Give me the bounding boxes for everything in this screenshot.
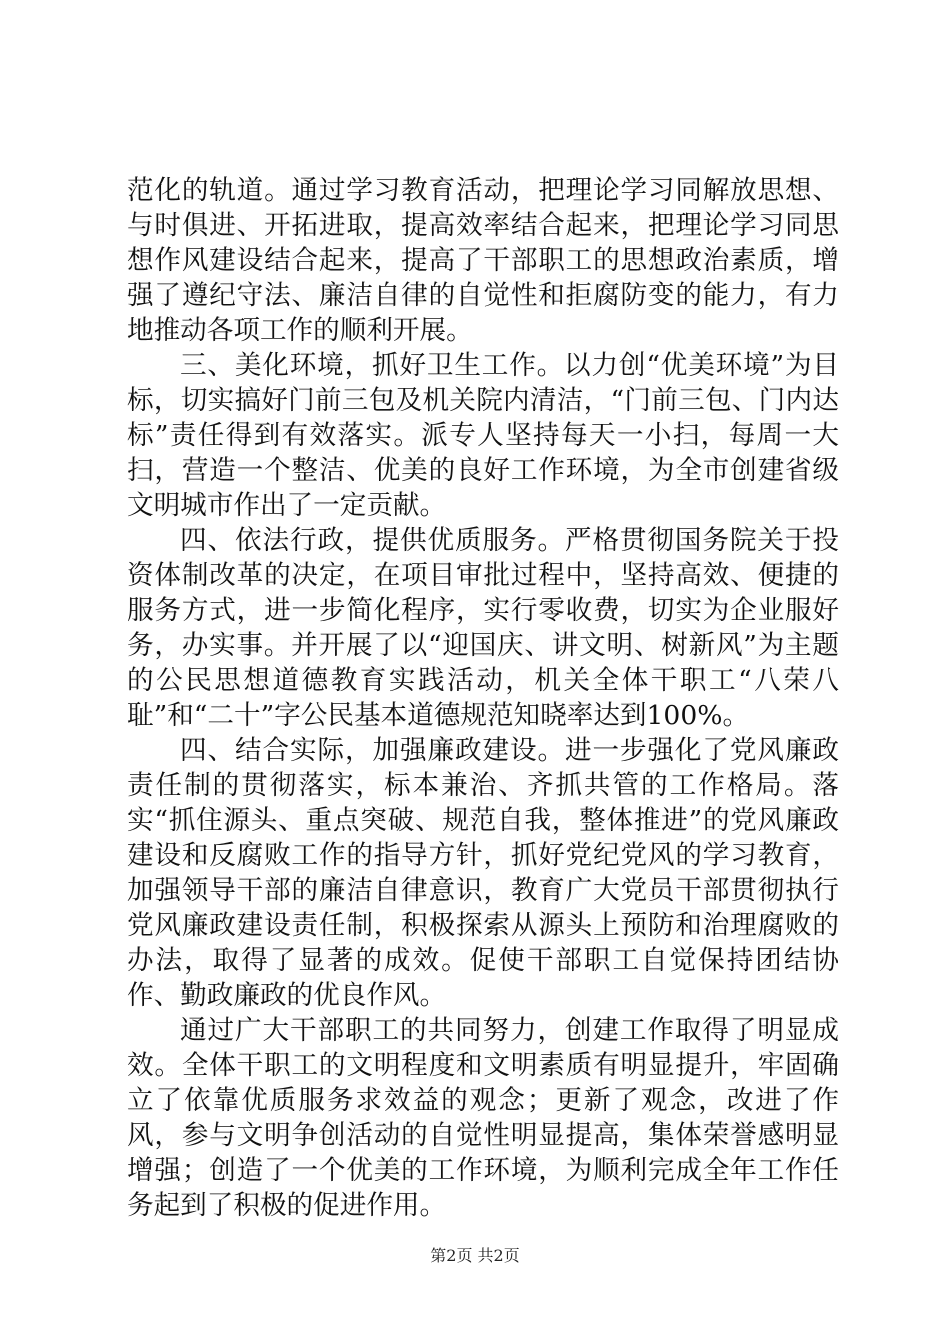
- paragraph-2: 三、美化环境，抓好卫生工作。以力创“优美环境”为目标，切实搞好门前三包及机关院内清洁，“门前三包、门内达标”责任得到有效落实。派专人坚持每天一小扫，每周一大扫，营造一个整洁、优美的良好工作环境，为全市创建省级文明城市作出了一定贡献。: [127, 350, 839, 521]
- paragraph-1: 范化的轨道。通过学习教育活动，把理论学习同解放思想、与时俱进、开拓进取，提高效率结合起来，把理论学习同思想作风建设结合起来，提高了干部职工的思想政治素质，增强了遵纪守法、廉洁自律的自觉性和拒腐防变的能力，有力地推动各项工作的顺利开展。: [127, 175, 839, 346]
- paragraph-4: 四、结合实际，加强廉政建设。进一步强化了党风廉政责任制的贯彻落实，标本兼治、齐抓共管的工作格局。落实“抓住源头、重点突破、规范自我，整体推进”的党风廉政建设和反腐败工作的指导方针，抓好党纪党风的学习教育，加强领导干部的廉洁自律意识，教育广大党员干部贯彻执行党风廉政建设责任制，积极探索从源头上预防和治理腐败的办法，取得了显著的成效。促使干部职工自觉保持团结协作、勤政廉政的优良作风。: [127, 735, 839, 1011]
- page-footer: 第2页 共2页: [430, 1246, 520, 1265]
- paragraph-5: 通过广大干部职工的共同努力，创建工作取得了明显成效。全体干职工的文明程度和文明素质有明显提升，牢固确立了依靠优质服务求效益的观念；更新了观念，改进了作风，参与文明争创活动的自觉性明显提高，集体荣誉感明显增强；创造了一个优美的工作环境，为顺利完成全年工作任务起到了积极的促进作用。: [127, 1015, 839, 1221]
- document-body: [127, 173, 839, 1223]
- paragraph-3: 四、依法行政，提供优质服务。严格贯彻国务院关于投资体制改革的决定，在项目审批过程中，坚持高效、便捷的服务方式，进一步简化程序，实行零收费，切实为企业服好务，办实事。并开展了以“迎国庆、讲文明、树新风”为主题的公民思想道德教育实践活动，机关全体干职工“八荣八耻”和“二十”字公民基本道德规范知晓率达到100%。: [127, 525, 839, 731]
